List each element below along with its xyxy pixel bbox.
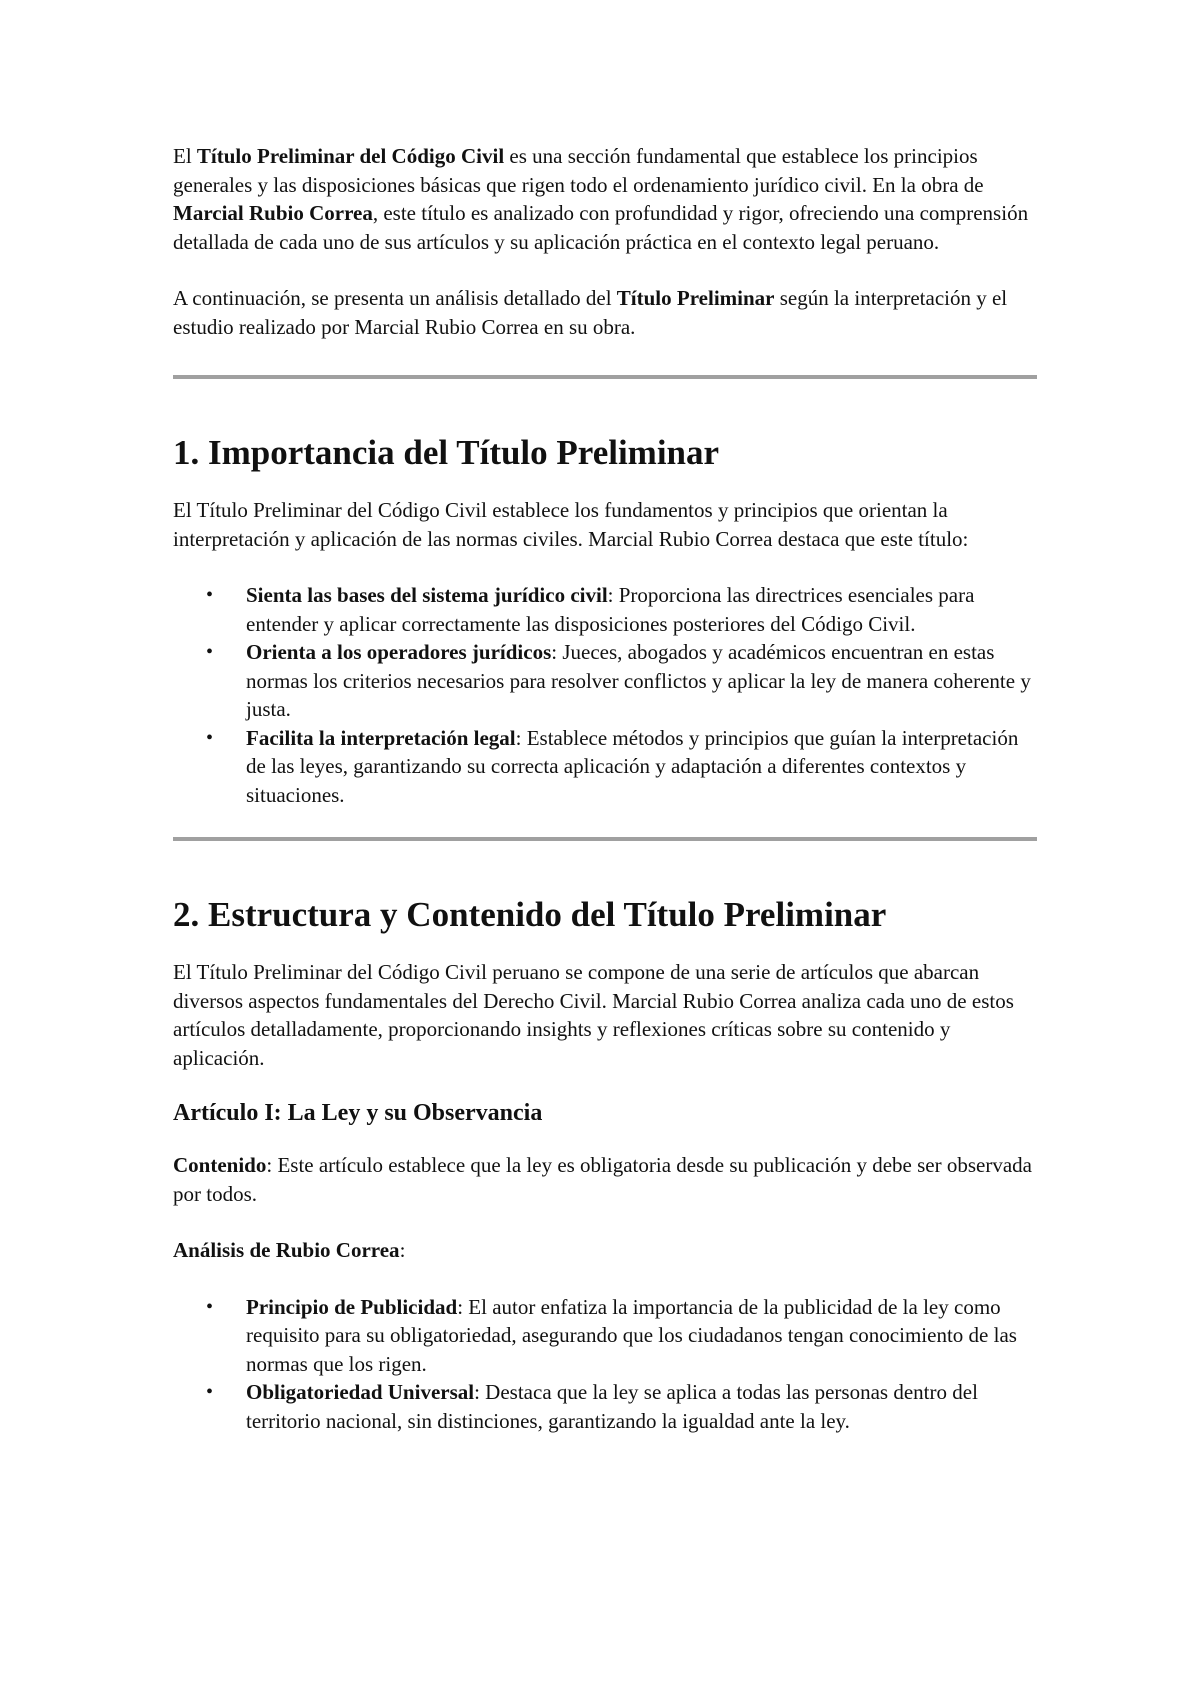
bullet-icon: •: [206, 1295, 214, 1318]
list-item: [206, 1378, 1037, 1435]
text-run: A continuación, se presenta un análisis detallado del: [173, 286, 617, 310]
list-item: [206, 638, 1037, 724]
section-1-paragraph: El Título Preliminar del Código Civil establece los fundamentos y principios que orientan la interpretación y aplicación de las normas civiles. Marcial Rubio Correa destaca que este título:: [173, 498, 969, 551]
bold-term: Título Preliminar del Código Civil: [196, 144, 505, 168]
intro-paragraph-2: [173, 284, 1037, 341]
bullet-text: : El autor enfatiza la importancia de la publicidad de la ley como requisito para su obligatoriedad, asegurando que los ciudadanos tengan conocimiento de las normas que los rigen.: [246, 1294, 1017, 1376]
section-divider: [173, 375, 1037, 379]
bullet-text: : Jueces, abogados y académicos encuentran en estas normas los criterios necesarios para resolver conflictos y aplicar la ley de manera coherente y justa.: [246, 640, 1031, 721]
document-page: [173, 142, 1037, 1435]
article-1-heading: Artículo I: La Ley y su Observancia: [173, 1100, 543, 1126]
text-run: El: [173, 144, 197, 168]
author-name: Marcial Rubio Correa: [173, 201, 373, 225]
bullet-term: Principio de Publicidad: [246, 1294, 458, 1319]
bullet-term: Facilita la interpretación legal: [246, 725, 516, 750]
section-1-heading: 1. Importancia del Título Preliminar: [173, 433, 720, 472]
text-run: :: [399, 1238, 406, 1262]
article-1-bullet-list: [173, 1293, 1037, 1436]
bullet-icon: •: [206, 726, 214, 749]
bullet-icon: •: [206, 584, 214, 606]
content-text: : Este artículo establece que la ley es obligatoria desde su publicación y debe ser observada por todos.: [173, 1153, 1032, 1206]
list-item: [206, 1293, 1037, 1379]
article-1-analysis-label: [173, 1236, 1037, 1265]
bullet-term: Obligatoriedad Universal: [246, 1380, 475, 1404]
section-2-heading: 2. Estructura y Contenido del Título Preliminar: [173, 895, 887, 934]
intro-paragraph-1: [173, 142, 1037, 256]
section-divider: [173, 837, 1037, 841]
bold-term: Título Preliminar: [616, 286, 775, 310]
bullet-term: Orienta a los operadores jurídicos: [246, 640, 552, 664]
bullet-text: : Establece métodos y principios que guían la interpretación de las leyes, garantizando su correcta aplicación y adaptación a diferentes contextos y situaciones.: [246, 725, 1019, 807]
list-item: [206, 724, 1037, 810]
bullet-text: : Destaca que la ley se aplica a todas las personas dentro del territorio nacional, sin distinciones, garantizando la igualdad ante la ley.: [246, 1380, 978, 1433]
section-2-paragraph: El Título Preliminar del Código Civil peruano se compone de una serie de artículos que abarcan diversos aspectos fundamentales del Derecho Civil. Marcial Rubio Correa analiza cada uno de estos artículos detalladamente, proporcionando insights y reflexiones críticas sobre su contenido y aplicación.: [173, 960, 1014, 1070]
bullet-term: Sienta las bases del sistema jurídico civil: [246, 583, 608, 607]
section-1-bullet-list: [173, 581, 1037, 809]
analysis-label: Análisis de Rubio Correa: [173, 1238, 400, 1262]
article-1-content: [173, 1151, 1037, 1208]
text-run: según la interpretación y el estudio realizado por Marcial Rubio Correa en su obra.: [173, 286, 1008, 339]
bullet-icon: •: [206, 1381, 214, 1403]
list-item: [206, 581, 1037, 638]
text-run: , este título es analizado con profundidad y rigor, ofreciendo una comprensión detallada de cada uno de sus artículos y su aplicación práctica en el contexto legal peruano.: [173, 201, 1029, 254]
bullet-icon: •: [206, 641, 214, 663]
content-label: Contenido: [173, 1153, 267, 1177]
bullet-text: : Proporciona las directrices esenciales para entender y aplicar correctamente las disposiciones posteriores del Código Civil.: [246, 583, 975, 636]
text-run: es una sección fundamental que establece los principios generales y las disposiciones básicas que rigen todo el ordenamiento jurídico civil. En la obra de: [173, 144, 984, 197]
